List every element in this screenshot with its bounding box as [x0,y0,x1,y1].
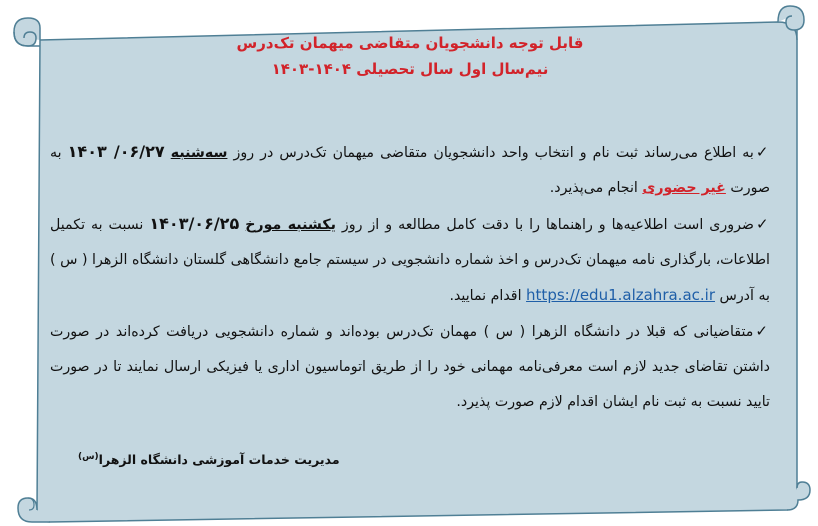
p1-text-1: به اطلاع می‌رساند ثبت نام و انتخاب واحد دانشجویان متقاضی میهمان تک‌درس در روز [233,145,754,161]
checkmark-icon: ✓ [755,322,770,340]
title-line-2: نیم‌سال اول سال تحصیلی ۱۴۰۴-۱۴۰۳ [271,60,549,78]
p2-text-2: نسبت به تکمیل اطلاعات، بارگذاری نامه میهمان تک‌درس و اخذ شماره دانشجویی در سیستم جامع دانشگاهی گلستان دانشگاه الزهرا ( س ) به آدرس [50,217,770,304]
footer-text: مدیریت خدمات آموزشی دانشگاه الزهرا [98,452,340,468]
p1-day: سه‌شنبه [170,145,228,161]
announcement-content [48,30,772,500]
p1-date: ۱۴۰۳ /۰۶/۲۷ [67,142,165,161]
p1-text-2: به صورت [50,145,770,196]
footer-sup: (س) [78,452,99,462]
paragraph-instructions [50,206,770,314]
p2-date: ۱۴۰۳/۰۶/۲۵ [149,214,240,233]
p3-text-1: متقاضیانی که قبلا در دانشگاه الزهرا ( س ) مهمان تک‌درس بوده‌اند و شماره دانشجویی دریافت کرده‌اند در صورت داشتن تقاضای جدید لازم است معرفی‌نامه مهمانی خود را از طریق اتوماسیون اداری یا فیزیکی ارسال نمایند تا در صورت تایید نسبت به ثبت نام ایشان اقدام لازم صورت پذیرد. [50,324,770,410]
announcement-title [48,30,772,82]
title-line-1: قابل توجه دانشجویان متقاضی میهمان تک‌درس [236,34,584,52]
golestan-link[interactable]: https://edu1.alzahra.ac.ir [526,286,715,304]
p2-day: یکشنبه مورخ [245,217,336,233]
checkmark-icon: ✓ [755,143,770,161]
signature-footer [48,452,772,467]
paragraph-returning-students [50,314,770,420]
p2-text-3: اقدام نمایید. [449,288,522,304]
footer-line [48,452,340,467]
checkmark-icon: ✓ [755,215,771,233]
p2-text-1: ضروری است اطلاعیه‌ها و راهنماها را با دقت کامل مطالعه و از روز [341,217,754,233]
paragraph-registration-date [50,134,770,206]
p1-text-3: انجام می‌پذیرد. [549,180,638,196]
p1-mode: غیر حضوری [642,180,726,196]
announcement-body [50,134,770,420]
